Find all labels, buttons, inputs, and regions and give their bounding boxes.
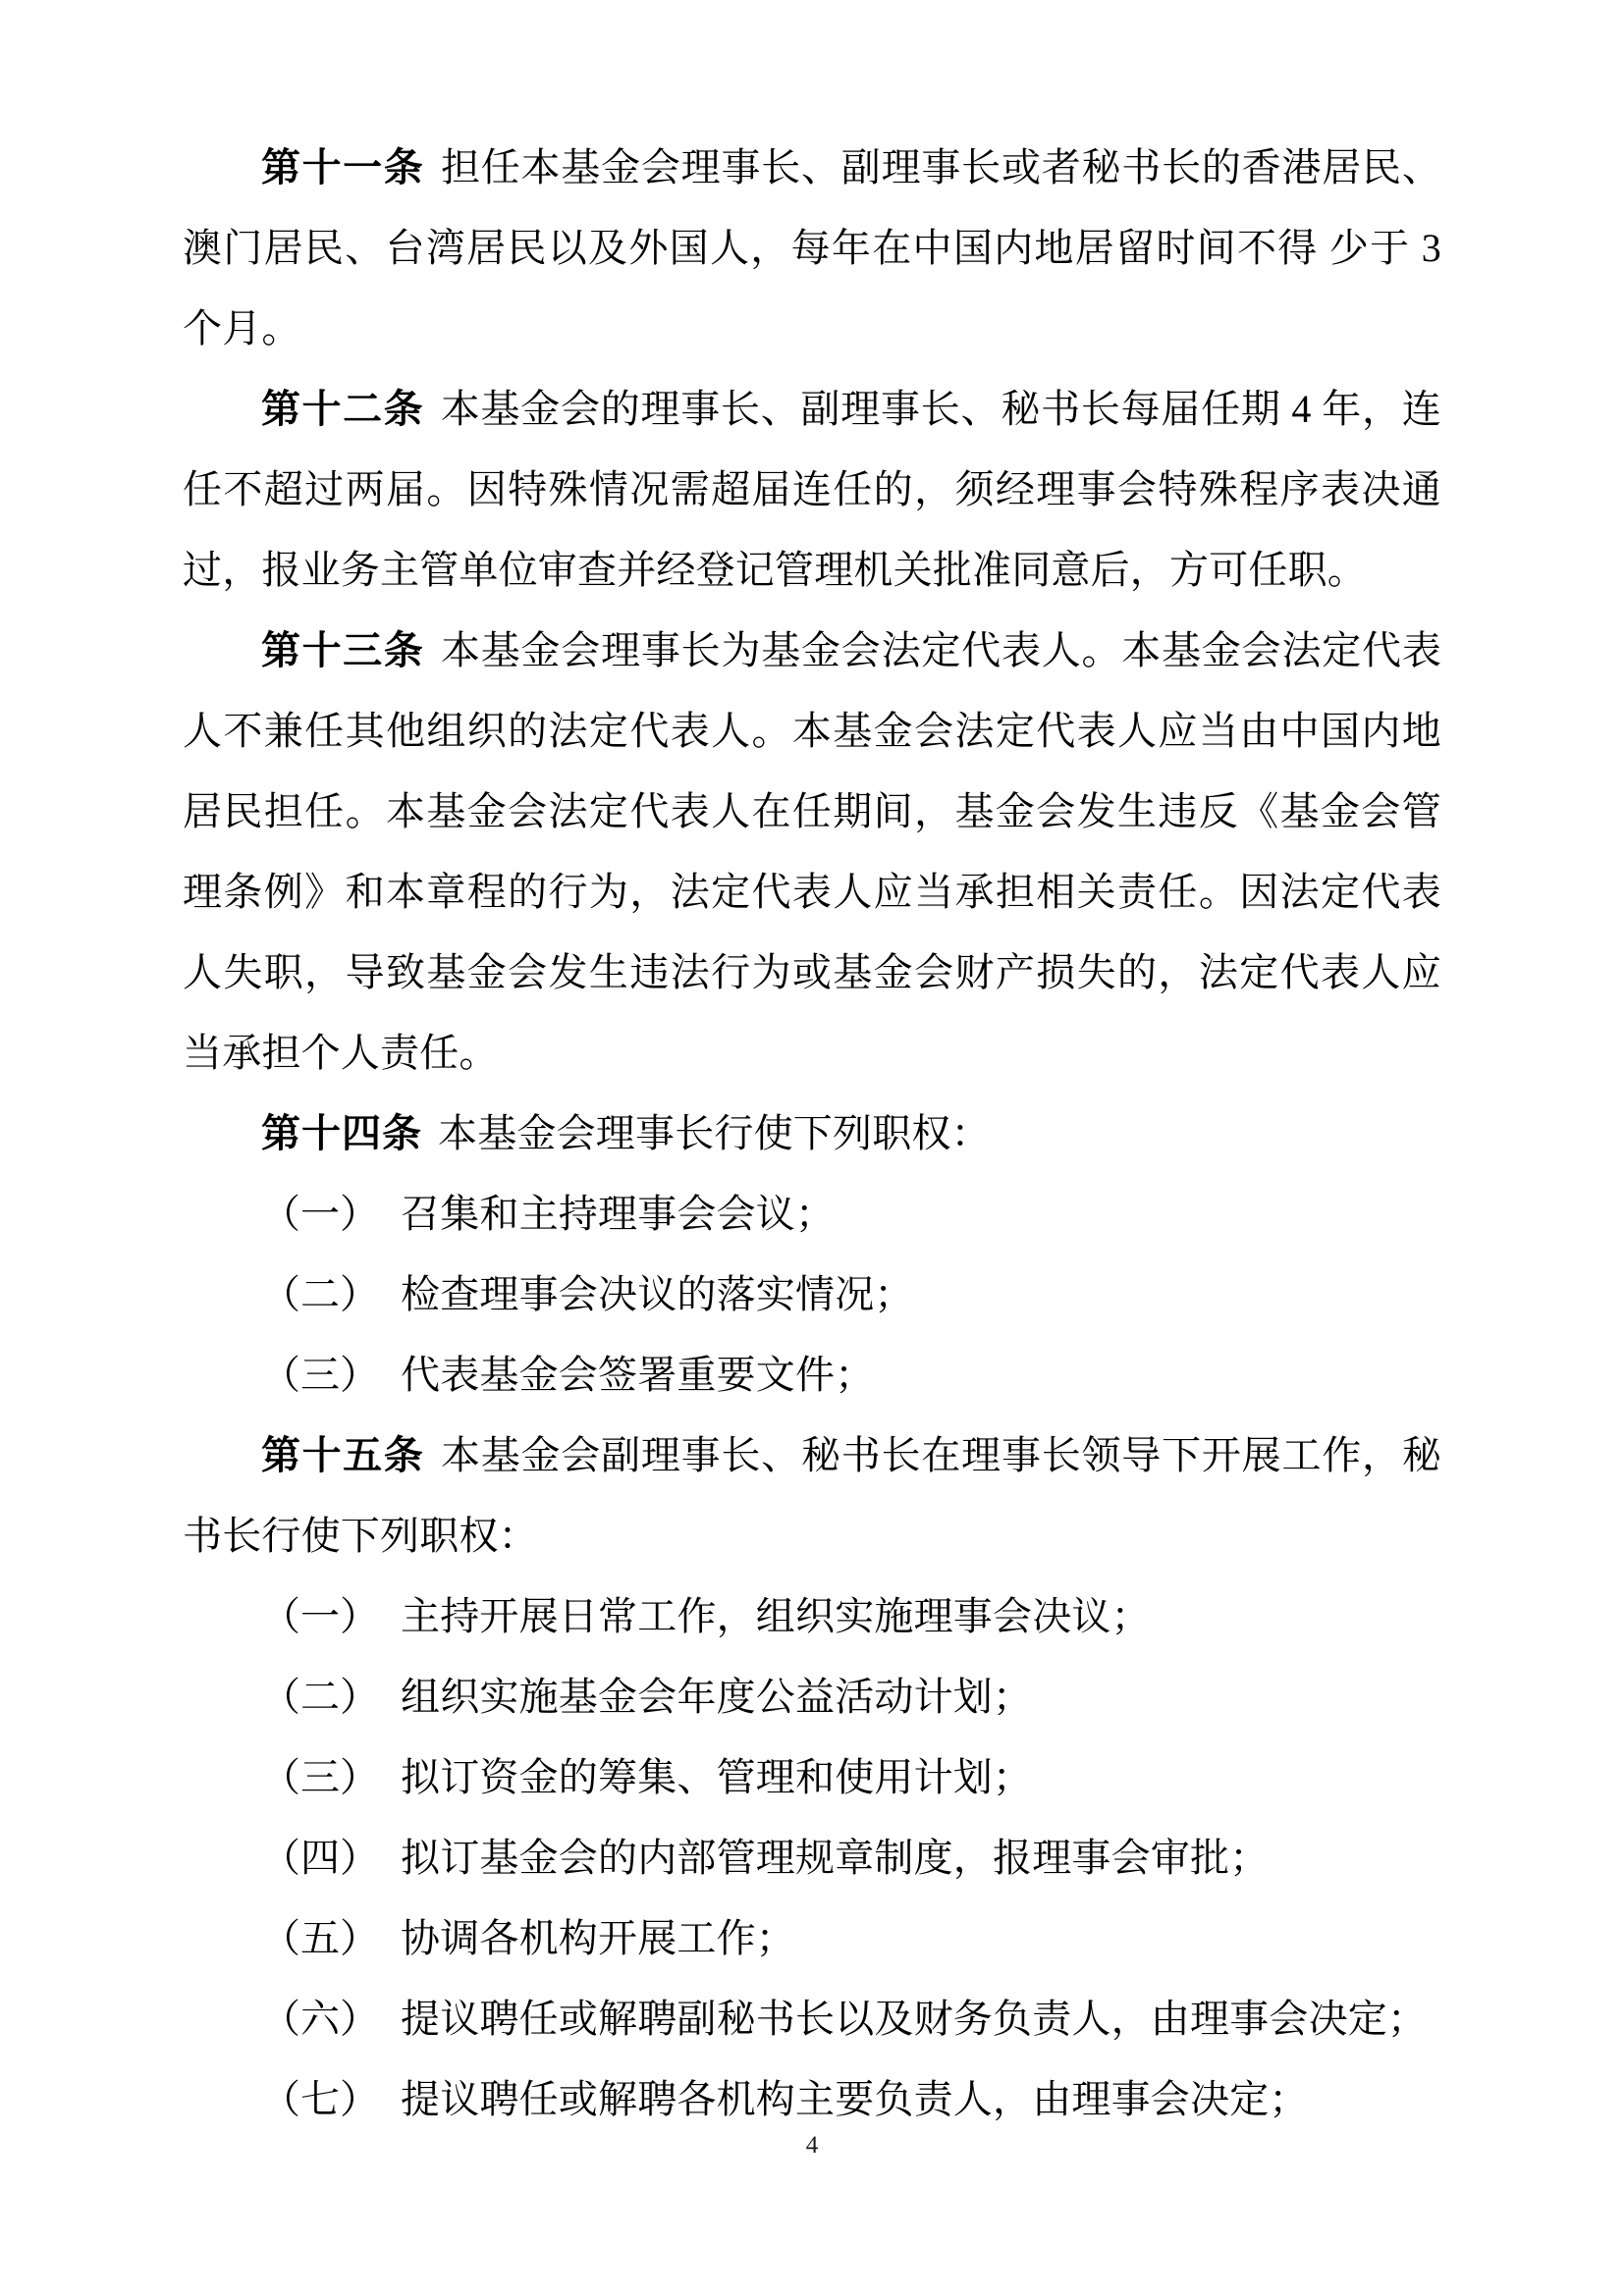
paragraph-article-15: [183, 1415, 1441, 1576]
list-item-number: （一）: [261, 1594, 379, 1638]
list-item: [183, 1657, 1441, 1737]
article-text-11: 担任本基金会理事长、副理事长或者秘书长的香港居民、澳门居民、台湾居民以及外国人，每年在中国内地居留时间不得 少于 3 个月。: [183, 145, 1442, 350]
paragraph-article-12: [183, 369, 1441, 611]
list-item-text: 拟订资金的筹集、管理和使用计划；: [401, 1755, 1033, 1799]
article-text-15: 本基金会副理事长、秘书长在理事长领导下开展工作，秘书长行使下列职权：: [183, 1433, 1442, 1558]
list-item: [183, 1737, 1441, 1818]
list-item-text: 组织实施基金会年度公益活动计划；: [401, 1675, 1033, 1719]
list-item-number: （二）: [261, 1272, 379, 1316]
list-item-text: 提议聘任或解聘副秘书长以及财务负责人，由理事会决定；: [401, 1997, 1428, 2041]
article-text-13: 本基金会理事长为基金会法定代表人。本基金会法定代表人不兼任其他组织的法定代表人。本基金会法定代表人应当由中国内地居民担任。本基金会法定代表人在任期间，基金会发生违反《基金会管理条例》和本章程的行为，法定代表人应当承担相关责任。因法定代表人失职，导致基金会发生违法行为或基金会财产损失的，法定代表人应当承担个人责任。: [183, 628, 1442, 1075]
paragraph-article-13: [183, 611, 1441, 1094]
article-label-13: 第十三条: [261, 628, 425, 672]
list-item-text: 主持开展日常工作，组织实施理事会决议；: [401, 1594, 1151, 1638]
paragraph-article-11: [183, 128, 1441, 369]
page-number: 4: [805, 2132, 819, 2159]
list-item: [183, 2059, 1441, 2140]
article-text-12: 本基金会的理事长、副理事长、秘书长每届任期 4 年，连任不超过两届。因特殊情况需超届连任的，须经理事会特殊程序表决通过，报业务主管单位审查并经登记管理机关批准同意后，方可任职。: [183, 387, 1441, 592]
list-item: [183, 1576, 1441, 1657]
document-body: [183, 128, 1441, 2140]
list-item-text: 协调各机构开展工作；: [401, 1916, 795, 1960]
list-item: [183, 1818, 1441, 1898]
list-item-text: 拟订基金会的内部管理规章制度，报理事会审批；: [401, 1836, 1270, 1880]
list-item: [183, 1979, 1441, 2059]
article-label-12: 第十二条: [261, 387, 425, 431]
paragraph-article-14: [183, 1094, 1441, 1174]
list-item-text: 检查理事会决议的落实情况；: [401, 1272, 914, 1316]
list-item: [183, 1898, 1441, 1979]
list-item-number: （六）: [261, 1997, 379, 2041]
list-item-number: （三）: [261, 1755, 379, 1799]
list-item-number: （三）: [261, 1353, 379, 1397]
list-item-text: 召集和主持理事会会议；: [401, 1192, 836, 1236]
list-item: [183, 1335, 1441, 1415]
article-label-11: 第十一条: [261, 145, 425, 189]
list-item-text: 提议聘任或解聘各机构主要负责人，由理事会决定；: [401, 2077, 1309, 2121]
list-item-number: （一）: [261, 1192, 379, 1236]
list-item-number: （二）: [261, 1675, 379, 1719]
list-item-number: （五）: [261, 1916, 379, 1960]
article-label-15: 第十五条: [261, 1433, 425, 1477]
list-item: [183, 1255, 1441, 1335]
list-item-text: 代表基金会签署重要文件；: [401, 1353, 875, 1397]
list-item: [183, 1174, 1441, 1255]
article-text-14: 本基金会理事长行使下列职权：: [438, 1111, 991, 1155]
list-item-number: （七）: [261, 2077, 379, 2121]
article-label-14: 第十四条: [261, 1111, 422, 1155]
list-item-number: （四）: [261, 1836, 379, 1880]
